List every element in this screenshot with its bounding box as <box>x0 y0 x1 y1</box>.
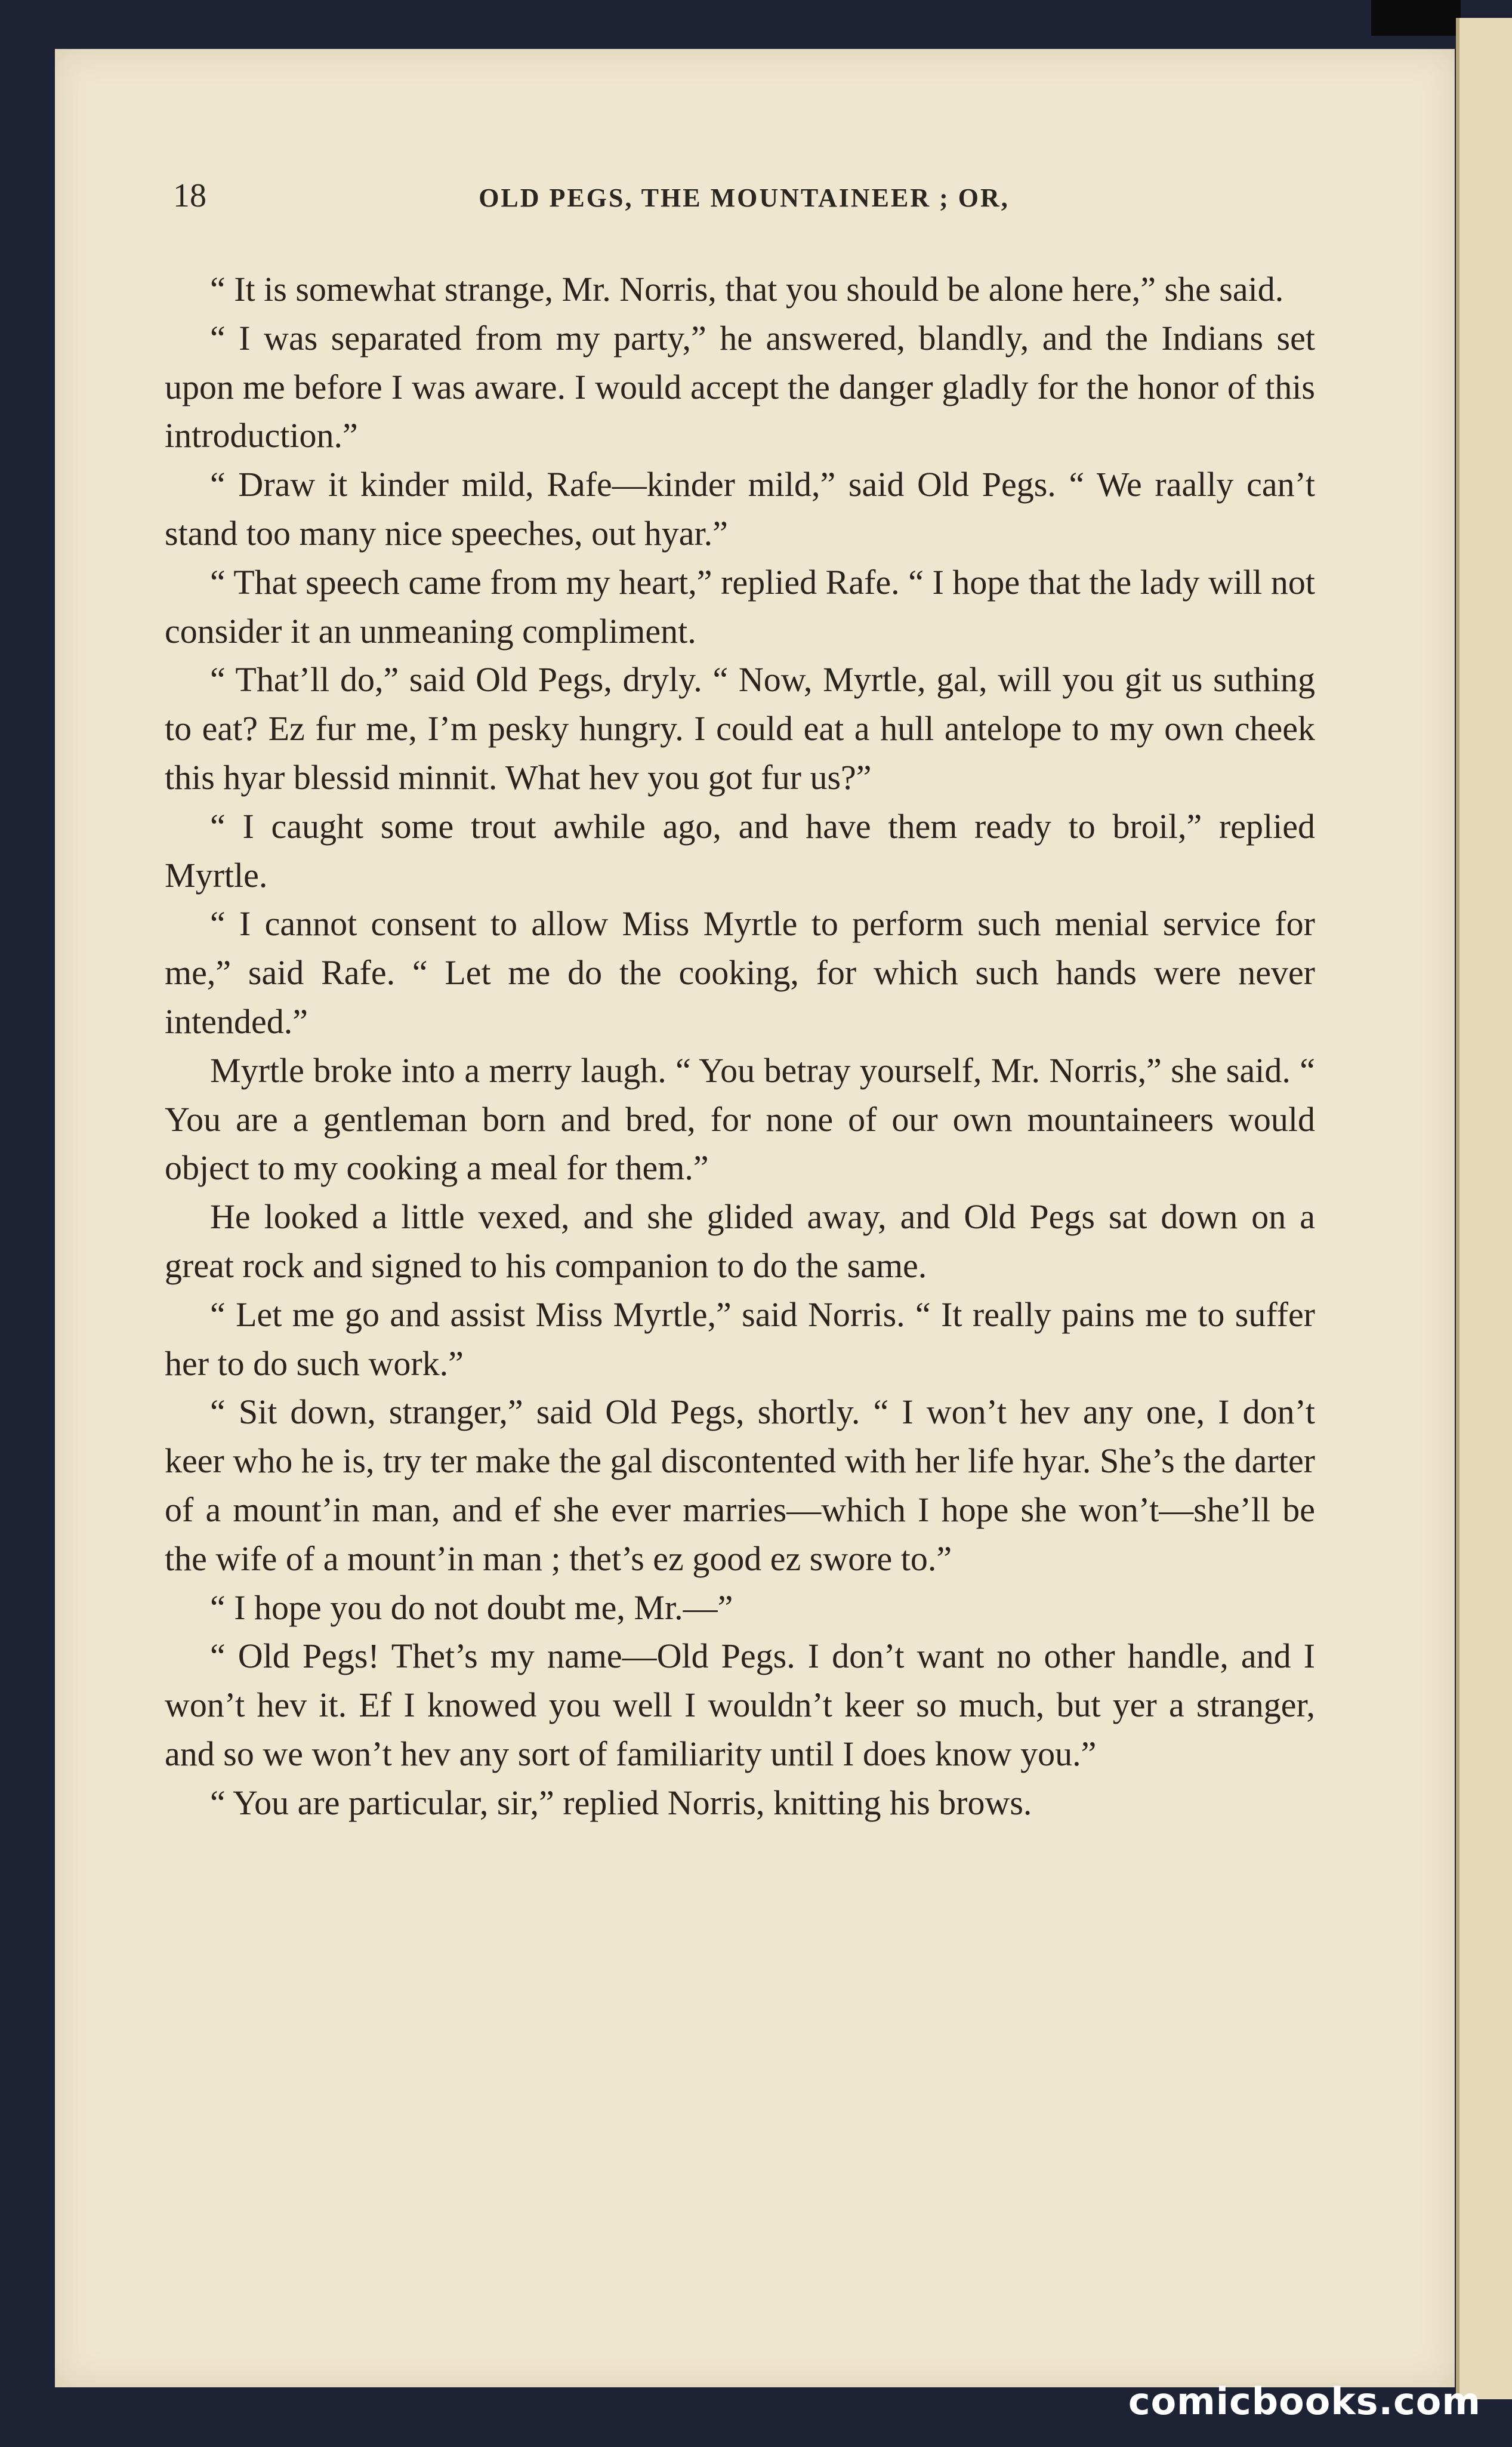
paragraph: “ Draw it kinder mild, Rafe—kinder mild,” said Old Pegs. “ We raally can’t stand too many nice speeches, out hyar.” <box>165 465 1315 553</box>
paragraph: “ You are particular, sir,” replied Norris, knitting his brows. <box>210 1783 1032 1822</box>
paragraph: “ I cannot consent to allow Miss Myrtle to perform such menial service for me,” said Rafe. “ Let me do the cooking, for which such hands were never intended.” <box>165 904 1315 1041</box>
body-text <box>165 265 1315 2264</box>
paragraph: “ It is somewhat strange, Mr. Norris, that you should be alone here,” she said. <box>210 270 1284 309</box>
paragraph: “ That speech came from my heart,” replied Rafe. “ I hope that the lady will not consider it an unmeaning compliment. <box>165 562 1315 651</box>
paragraph: “ I hope you do not doubt me, Mr.—” <box>210 1588 733 1627</box>
paragraph: “ Let me go and assist Miss Myrtle,” said Norris. “ It really pains me to suffer her to do such work.” <box>165 1295 1315 1383</box>
paragraph: “ I was separated from my party,” he answered, blandly, and the Indians set upon me before I was aware. I would accept the danger gladly for the honor of this introduction.” <box>165 318 1315 455</box>
paragraph: “ I caught some trout awhile ago, and have them ready to broil,” replied Myrtle. <box>165 806 1315 895</box>
watermark: comicbooks.com <box>1128 2380 1481 2423</box>
page-number: 18 <box>173 177 206 214</box>
paragraph: Myrtle broke into a merry laugh. “ You betray yourself, Mr. Norris,” she said. “ You are a gentleman born and bred, for none of our own mountaineers would object to my cooking a meal for them.” <box>165 1050 1315 1188</box>
paragraph: He looked a little vexed, and she glided away, and Old Pegs sat down on a great rock and signed to his companion to do the same. <box>165 1197 1315 1285</box>
binding-edge <box>1371 0 1461 36</box>
paragraph: “ Old Pegs! Thet’s my name—Old Pegs. I don’t want no other handle, and I won’t hev it. Ef I knowed you well I wouldn’t keer so much, but yer a stranger, and so we won’t hev any sort of familiarity until I does know you.” <box>165 1637 1315 1773</box>
paragraph: “ That’ll do,” said Old Pegs, dryly. “ Now, Myrtle, gal, will you git us suthing to eat? Ez fur me, I’m pesky hungry. I could eat a hull antelope to my own cheek this hyar blessid minnit. What hev you got fur us?” <box>165 660 1315 797</box>
adjacent-page-edge <box>1456 18 1512 2399</box>
paragraph: “ Sit down, stranger,” said Old Pegs, shortly. “ I won’t hev any one, I don’t keer who he is, try ter make the gal discontented with her life hyar. She’s the darter of a mount’in man, and ef she ever marries—which I hope she won’t—she’ll be the wife of a mount’in man ; thet’s ez good ez swore to.” <box>165 1392 1315 1578</box>
running-title: OLD PEGS, THE MOUNTAINEER ; OR, <box>479 183 1010 212</box>
running-header <box>173 177 1315 224</box>
